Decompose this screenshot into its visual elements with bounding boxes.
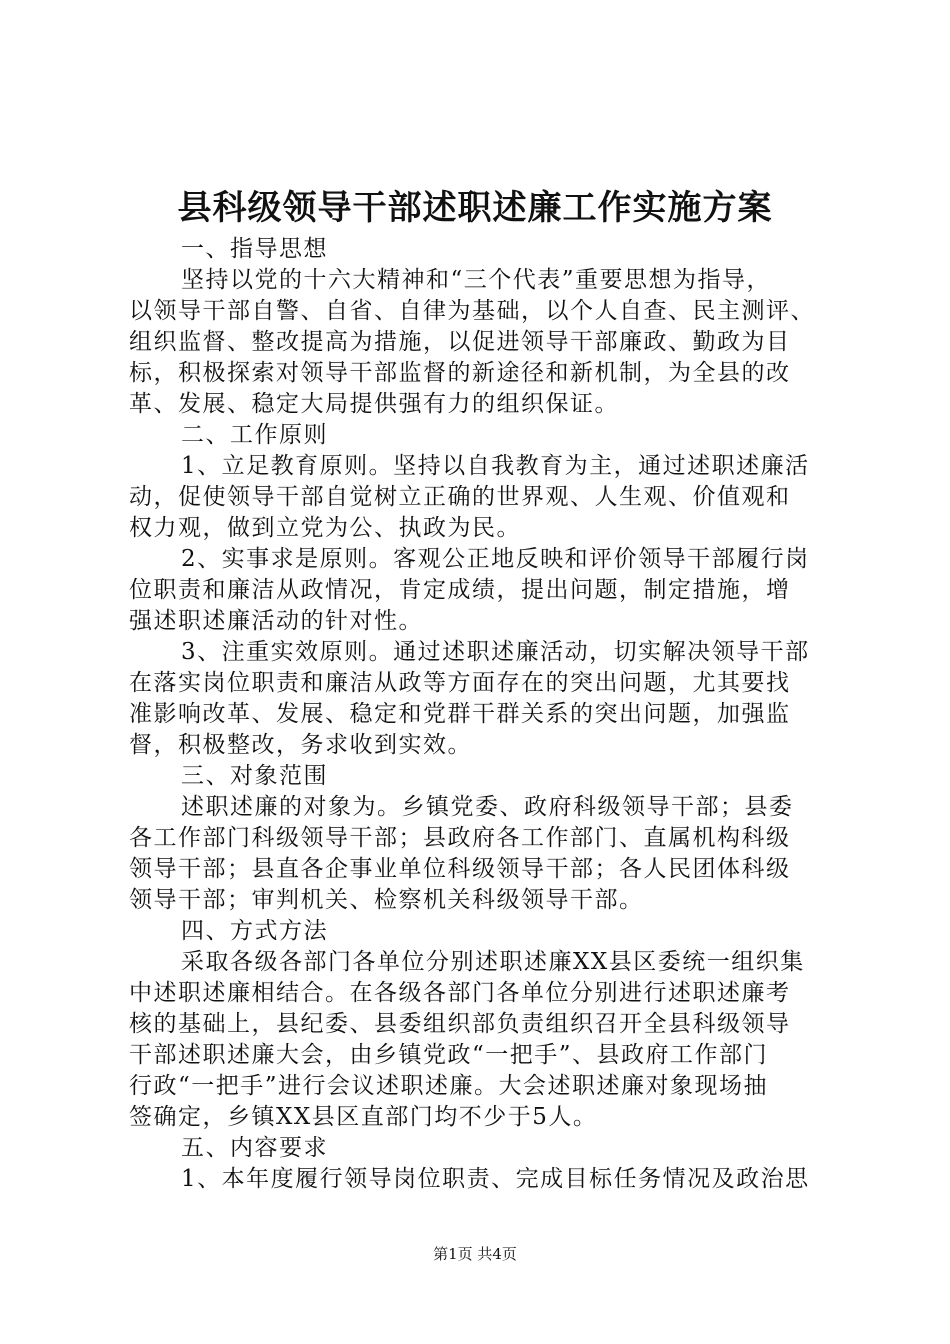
paragraph-line: 督，积极整改，务求收到实效。 bbox=[129, 732, 472, 758]
section-heading: 五、内容要求 bbox=[181, 1135, 328, 1161]
section-heading: 一、指导思想 bbox=[181, 236, 328, 262]
section-heading: 四、方式方法 bbox=[181, 918, 328, 944]
paragraph-line: 各工作部门科级领导干部；县政府各工作部门、直属机构科级 bbox=[129, 825, 791, 851]
paragraph-line: 革、发展、稳定大局提供强有力的组织保证。 bbox=[129, 391, 619, 417]
paragraph-line: 领导干部；审判机关、检察机关科级领导干部。 bbox=[129, 887, 644, 913]
paragraph-line: 在落实岗位职责和廉洁从政等方面存在的突出问题，尤其要找 bbox=[129, 670, 791, 696]
paragraph-line: 组织监督、整改提高为措施，以促进领导干部廉政、勤政为目 bbox=[129, 329, 791, 355]
paragraph-line: 动，促使领导干部自觉树立正确的世界观、人生观、价值观和 bbox=[129, 484, 791, 510]
paragraph-line: 行政“一把手”进行会议述职述廉。大会述职述廉对象现场抽 bbox=[129, 1073, 769, 1099]
document-title: 县科级领导干部述职述廉工作实施方案 bbox=[177, 188, 773, 228]
paragraph-line: 位职责和廉洁从政情况，肯定成绩，提出问题，制定措施，增 bbox=[129, 577, 791, 603]
page-footer: 第1页 共4页 bbox=[433, 1245, 517, 1263]
paragraph-line: 强述职述廉活动的针对性。 bbox=[129, 608, 423, 634]
paragraph-line: 中述职述廉相结合。在各级各部门各单位分别进行述职述廉考 bbox=[129, 980, 791, 1006]
paragraph-line: 核的基础上，县纪委、县委组织部负责组织召开全县科级领导 bbox=[129, 1011, 791, 1037]
paragraph-line: 2、实事求是原则。客观公正地反映和评价领导干部履行岗 bbox=[181, 546, 810, 572]
paragraph-line: 准影响改革、发展、稳定和党群干群关系的突出问题，加强监 bbox=[129, 701, 791, 727]
paragraph-line: 签确定，乡镇XX县区直部门均不少于5人。 bbox=[129, 1104, 598, 1130]
section-heading: 二、工作原则 bbox=[181, 422, 328, 448]
paragraph-line: 以领导干部自警、自省、自律为基础，以个人自查、民主测评、 bbox=[129, 298, 815, 324]
paragraph-line: 1、立足教育原则。坚持以自我教育为主，通过述职述廉活 bbox=[181, 453, 810, 479]
paragraph-line: 标，积极探索对领导干部监督的新途径和新机制，为全县的改 bbox=[129, 360, 791, 386]
paragraph-line: 领导干部；县直各企事业单位科级领导干部；各人民团体科级 bbox=[129, 856, 791, 882]
paragraph-line: 采取各级各部门各单位分别述职述廉XX县区委统一组织集 bbox=[181, 949, 805, 975]
paragraph-line: 1、本年度履行领导岗位职责、完成目标任务情况及政治思 bbox=[181, 1166, 810, 1192]
paragraph-line: 权力观，做到立党为公、执政为民。 bbox=[129, 515, 521, 541]
section-heading: 三、对象范围 bbox=[181, 763, 328, 789]
paragraph-line: 述职述廉的对象为。乡镇党委、政府科级领导干部；县委 bbox=[181, 794, 794, 820]
paragraph-line: 3、注重实效原则。通过述职述廉活动，切实解决领导干部 bbox=[181, 639, 810, 665]
paragraph-line: 坚持以党的十六大精神和“三个代表”重要思想为指导， bbox=[181, 267, 772, 293]
document-body bbox=[129, 234, 851, 1195]
paragraph-line: 干部述职述廉大会，由乡镇党政“一把手”、县政府工作部门 bbox=[129, 1042, 769, 1068]
